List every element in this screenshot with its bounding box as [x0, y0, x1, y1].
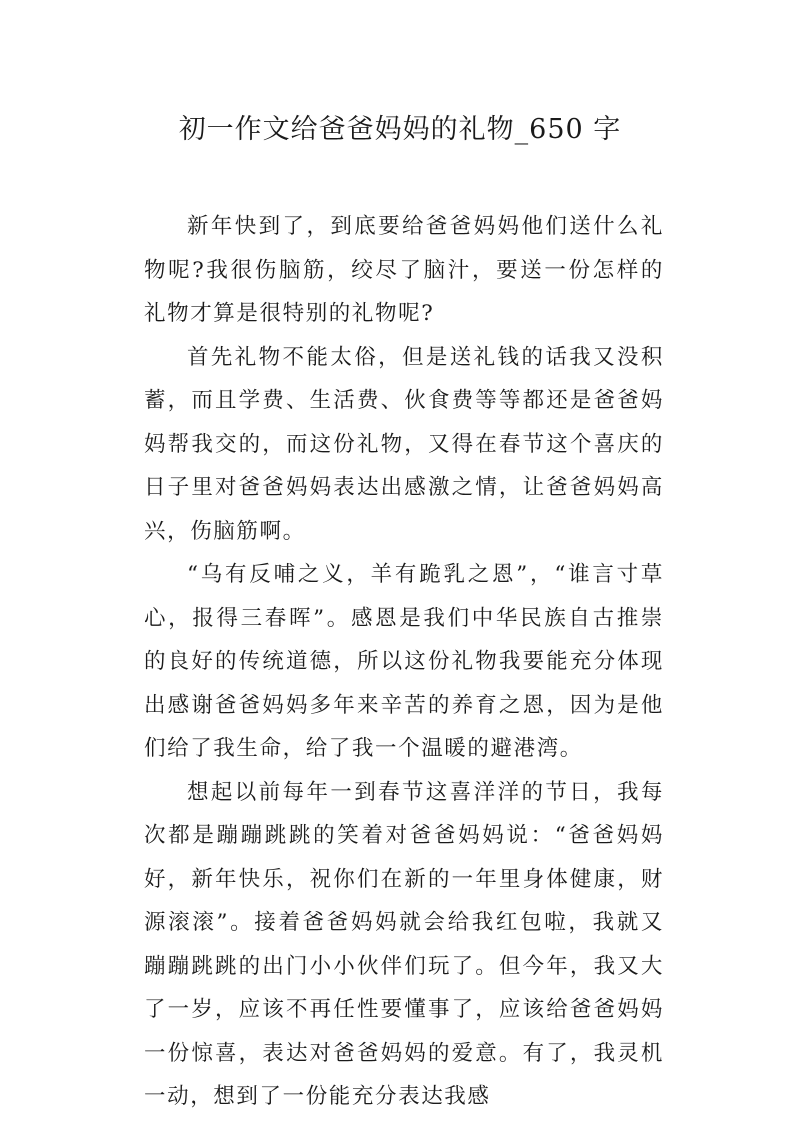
- paragraph-4: 想起以前每年一到春节这喜洋洋的节日，我每次都是蹦蹦跳跳的笑着对爸爸妈妈说：“爸爸妈妈好，新年快乐，祝你们在新的一年里身体健康，财源滚滚”。接着爸爸妈妈就会给我红包啦，我就又蹦蹦跳跳的出门小小伙伴们玩了。但今年，我又大了一岁，应该不再任性要懂事了，应该给爸爸妈妈一份惊喜，表达对爸爸妈妈的爱意。有了，我灵机一动，想到了一份能充分表达我感: [144, 779, 664, 1109]
- paragraph-1: 新年快到了，到底要给爸爸妈妈他们送什么礼物呢?我很伤脑筋，绞尽了脑汁，要送一份怎样的礼物才算是很特别的礼物呢?: [144, 214, 664, 326]
- document-body: [144, 205, 664, 1119]
- paragraph-3: “乌有反哺之义，羊有跪乳之恩”，“谁言寸草心，报得三春晖”。感恩是我们中华民族自古推崇的良好的传统道德，所以这份礼物我要能充分体现出感谢爸爸妈妈多年来辛苦的养育之恩，因为是他们给了我生命，给了我一个温暖的避港湾。: [144, 562, 664, 761]
- document-title: 初一作文给爸爸妈妈的礼物_650 字: [178, 114, 622, 145]
- paragraph-2: 首先礼物不能太俗，但是送礼钱的话我又没积蓄，而且学费、生活费、伙食费等等都还是爸爸妈妈帮我交的，而这份礼物，又得在春节这个喜庆的日子里对爸爸妈妈表达出感激之情，让爸爸妈妈高兴，伤脑筋啊。: [144, 344, 664, 544]
